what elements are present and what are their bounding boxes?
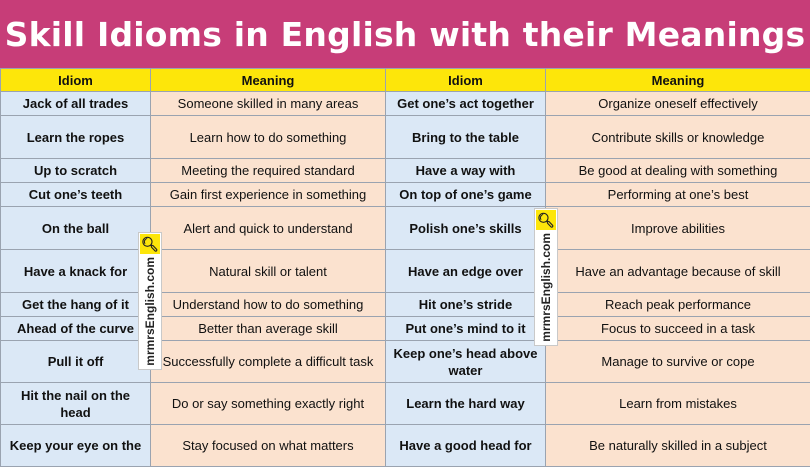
watermark-text: mrmrsEnglish.com [143, 254, 157, 369]
idiom-cell: Bring to the table [386, 116, 546, 159]
idiom-cell: Have a knack for [1, 250, 151, 293]
magnifier-logo-icon: 🔍︎ [536, 210, 556, 230]
table-row [1, 425, 810, 467]
watermark-badge [138, 232, 162, 370]
idiom-cell: Get the hang of it [1, 293, 151, 317]
idiom-cell: Put one’s mind to it [386, 317, 546, 341]
meaning-cell: Improve abilities [546, 207, 810, 250]
meaning-cell: Learn how to do something [151, 116, 386, 159]
table-row [1, 183, 810, 207]
column-header-idiom: Idiom [386, 69, 546, 92]
meaning-cell: Someone skilled in many areas [151, 92, 386, 116]
idiom-cell: Hit one’s stride [386, 293, 546, 317]
idioms-table [0, 68, 810, 467]
meaning-cell: Better than average skill [151, 317, 386, 341]
idiom-cell: Cut one’s teeth [1, 183, 151, 207]
meaning-cell: Organize oneself effectively [546, 92, 810, 116]
meaning-cell: Alert and quick to understand [151, 207, 386, 250]
title-banner [0, 0, 810, 68]
table-header-row [1, 69, 810, 92]
table-row [1, 92, 810, 116]
table-row [1, 159, 810, 183]
watermark-badge [534, 208, 558, 346]
idiom-cell: Keep your eye on the [1, 425, 151, 467]
column-header-meaning: Meaning [151, 69, 386, 92]
idiom-cell: Get one’s act together [386, 92, 546, 116]
meaning-cell: Have an advantage because of skill [546, 250, 810, 293]
idiom-cell: Have a good head for [386, 425, 546, 467]
table-row [1, 317, 810, 341]
table-row [1, 383, 810, 425]
meaning-cell: Be good at dealing with something [546, 159, 810, 183]
idiom-cell: Hit the nail on the head [1, 383, 151, 425]
column-header-idiom: Idiom [1, 69, 151, 92]
idiom-cell: Learn the ropes [1, 116, 151, 159]
idiom-cell: Ahead of the curve [1, 317, 151, 341]
table-row [1, 341, 810, 383]
meaning-cell: Focus to succeed in a task [546, 317, 810, 341]
table-row [1, 250, 810, 293]
meaning-cell: Learn from mistakes [546, 383, 810, 425]
idiom-cell: Learn the hard way [386, 383, 546, 425]
meaning-cell: Contribute skills or knowledge [546, 116, 810, 159]
meaning-cell: Natural skill or talent [151, 250, 386, 293]
meaning-cell: Understand how to do something [151, 293, 386, 317]
watermark-text: mrmrsEnglish.com [539, 230, 553, 345]
table-row [1, 116, 810, 159]
table-row [1, 207, 810, 250]
meaning-cell: Performing at one’s best [546, 183, 810, 207]
table-row [1, 293, 810, 317]
idiom-cell: Have an edge over [386, 250, 546, 293]
meaning-cell: Stay focused on what matters [151, 425, 386, 467]
meaning-cell: Successfully complete a difficult task [151, 341, 386, 383]
magnifier-logo-icon: 🔍︎ [140, 234, 160, 254]
idiom-cell: Keep one’s head above water [386, 341, 546, 383]
meaning-cell: Gain first experience in something [151, 183, 386, 207]
idiom-cell: Jack of all trades [1, 92, 151, 116]
idiom-cell: Polish one’s skills [386, 207, 546, 250]
idiom-cell: Pull it off [1, 341, 151, 383]
idiom-cell: Have a way with [386, 159, 546, 183]
meaning-cell: Manage to survive or cope [546, 341, 810, 383]
meaning-cell: Reach peak performance [546, 293, 810, 317]
idiom-cell: Up to scratch [1, 159, 151, 183]
column-header-meaning: Meaning [546, 69, 810, 92]
idiom-cell: On the ball [1, 207, 151, 250]
meaning-cell: Be naturally skilled in a subject [546, 425, 810, 467]
meaning-cell: Meeting the required standard [151, 159, 386, 183]
idiom-cell: On top of one’s game [386, 183, 546, 207]
meaning-cell: Do or say something exactly right [151, 383, 386, 425]
page-title: Skill Idioms in English with their Meanings [5, 15, 806, 54]
